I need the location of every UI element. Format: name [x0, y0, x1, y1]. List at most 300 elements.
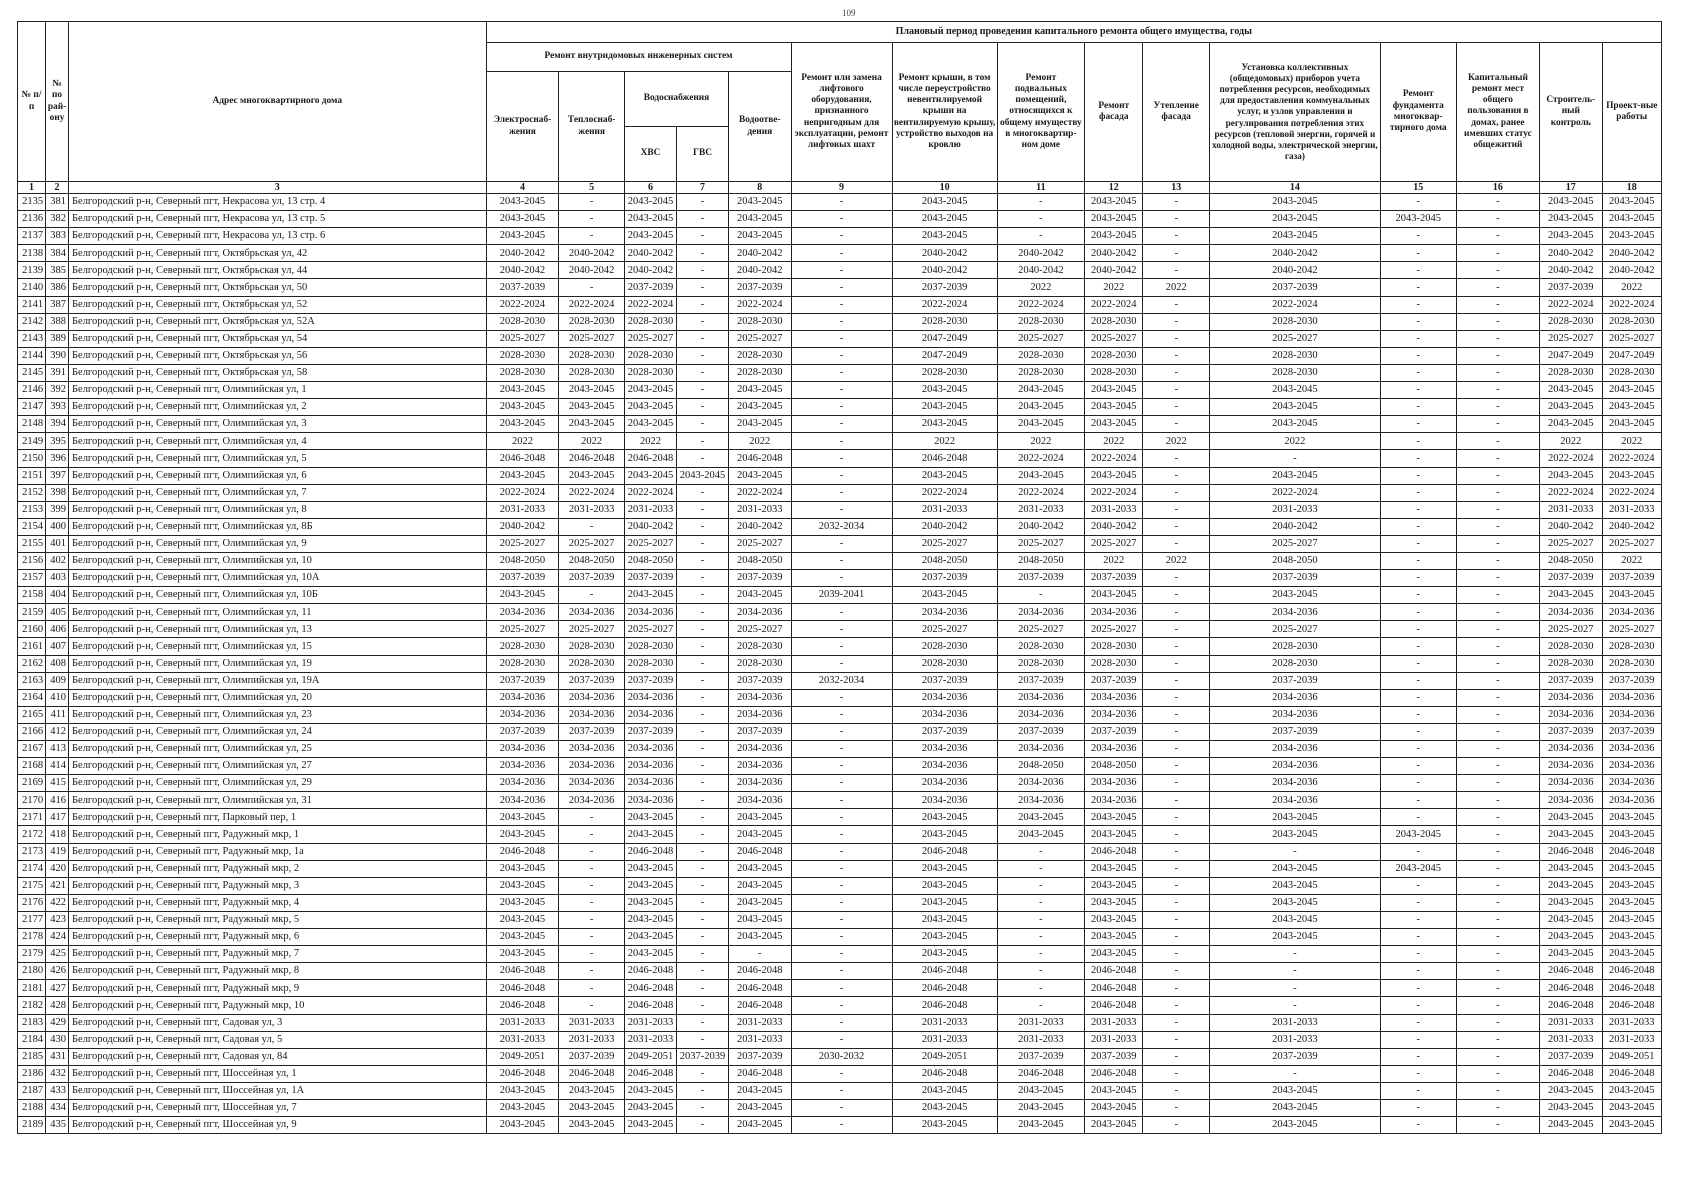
table-row: [18, 313, 1662, 330]
period-cell: -: [1143, 1048, 1210, 1065]
period-cell: -: [677, 484, 729, 501]
period-cell: 2043-2045: [1085, 1117, 1143, 1134]
period-cell: 2034-2036: [892, 689, 997, 706]
period-cell: 2043-2045: [1085, 894, 1143, 911]
row-number: 2138: [18, 245, 46, 262]
period-cell: 2046-2048: [1540, 980, 1602, 997]
period-cell: -: [997, 877, 1084, 894]
district-number: 397: [46, 467, 69, 484]
period-cell: 2022: [1085, 279, 1143, 296]
period-cell: 2034-2036: [486, 775, 559, 792]
period-cell: -: [791, 467, 892, 484]
district-number: 395: [46, 433, 69, 450]
period-cell: 2037-2039: [559, 1048, 625, 1065]
period-cell: 2046-2048: [1085, 963, 1143, 980]
table-row: [18, 911, 1662, 928]
period-cell: 2028-2030: [559, 347, 625, 364]
period-cell: -: [677, 843, 729, 860]
period-cell: -: [791, 604, 892, 621]
period-cell: 2028-2030: [559, 655, 625, 672]
column-number: 13: [1143, 182, 1210, 194]
period-cell: -: [1456, 587, 1539, 604]
house-address: Белгородский р-н, Северный пгт, Олимпийская ул, 23: [69, 706, 487, 723]
period-cell: 2028-2030: [1085, 655, 1143, 672]
period-cell: 2034-2036: [1540, 758, 1602, 775]
column-number: 8: [729, 182, 791, 194]
table-row: [18, 450, 1662, 467]
period-cell: -: [791, 501, 892, 518]
period-cell: -: [1143, 911, 1210, 928]
table-row: [18, 228, 1662, 245]
period-cell: 2034-2036: [1085, 604, 1143, 621]
period-cell: 2037-2039: [1085, 723, 1143, 740]
period-cell: -: [1456, 382, 1539, 399]
period-cell: -: [559, 997, 625, 1014]
period-cell: 2037-2039: [1210, 723, 1381, 740]
period-cell: 2043-2045: [624, 911, 676, 928]
period-cell: 2043-2045: [624, 877, 676, 894]
period-cell: -: [1380, 450, 1456, 467]
period-cell: 2043-2045: [624, 929, 676, 946]
period-cell: -: [791, 296, 892, 313]
period-cell: 2043-2045: [1540, 587, 1602, 604]
period-cell: -: [1143, 211, 1210, 228]
period-cell: 2043-2045: [1602, 1082, 1661, 1099]
period-cell: -: [1143, 980, 1210, 997]
period-cell: 2046-2048: [624, 980, 676, 997]
period-cell: 2043-2045: [1210, 467, 1381, 484]
period-cell: 2031-2033: [559, 1014, 625, 1031]
table-row: [18, 399, 1662, 416]
period-cell: 2034-2036: [624, 792, 676, 809]
period-cell: -: [791, 758, 892, 775]
period-cell: 2022: [892, 433, 997, 450]
period-cell: -: [677, 518, 729, 535]
period-cell: 2025-2027: [1210, 330, 1381, 347]
period-cell: 2037-2039: [1085, 672, 1143, 689]
period-cell: -: [1456, 399, 1539, 416]
period-cell: 2043-2045: [1210, 1082, 1381, 1099]
period-cell: -: [1143, 741, 1210, 758]
period-cell: 2034-2036: [1540, 689, 1602, 706]
district-number: 431: [46, 1048, 69, 1065]
period-cell: -: [1456, 1065, 1539, 1082]
period-cell: -: [1143, 826, 1210, 843]
row-number: 2166: [18, 723, 46, 740]
period-cell: 2034-2036: [486, 741, 559, 758]
period-cell: -: [677, 364, 729, 381]
period-cell: 2043-2045: [1085, 416, 1143, 433]
district-number: 391: [46, 364, 69, 381]
house-address: Белгородский р-н, Северный пгт, Олимпийская ул, 1: [69, 382, 487, 399]
period-cell: 2022-2024: [729, 296, 791, 313]
district-number: 387: [46, 296, 69, 313]
period-cell: -: [1143, 1082, 1210, 1099]
period-cell: 2043-2045: [1602, 194, 1661, 211]
period-cell: -: [677, 997, 729, 1014]
period-cell: -: [1380, 262, 1456, 279]
column-number: 17: [1540, 182, 1602, 194]
period-cell: -: [997, 211, 1084, 228]
row-number: 2175: [18, 877, 46, 894]
house-address: Белгородский р-н, Северный пгт, Олимпийская ул, 20: [69, 689, 487, 706]
period-cell: -: [1456, 792, 1539, 809]
period-cell: 2022-2024: [1602, 296, 1661, 313]
period-cell: 2028-2030: [729, 655, 791, 672]
district-number: 411: [46, 706, 69, 723]
period-cell: 2034-2036: [892, 706, 997, 723]
period-cell: -: [1143, 946, 1210, 963]
period-cell: 2047-2049: [1602, 347, 1661, 364]
period-cell: 2034-2036: [624, 741, 676, 758]
period-cell: 2034-2036: [1085, 689, 1143, 706]
period-cell: 2043-2045: [729, 211, 791, 228]
period-cell: -: [1456, 672, 1539, 689]
period-cell: 2043-2045: [624, 1117, 676, 1134]
period-cell: -: [791, 1065, 892, 1082]
period-cell: 2028-2030: [729, 313, 791, 330]
period-cell: 2030-2032: [791, 1048, 892, 1065]
header-electricity: Электроснаб-жения: [486, 72, 559, 182]
period-cell: -: [677, 552, 729, 569]
period-cell: 2043-2045: [997, 399, 1084, 416]
page-number: 109: [842, 8, 856, 18]
period-cell: 2025-2027: [1085, 621, 1143, 638]
row-number: 2170: [18, 792, 46, 809]
period-cell: 2034-2036: [1210, 604, 1381, 621]
period-cell: 2043-2045: [892, 911, 997, 928]
period-cell: 2028-2030: [1540, 313, 1602, 330]
district-number: 398: [46, 484, 69, 501]
period-cell: -: [677, 1099, 729, 1116]
period-cell: -: [791, 570, 892, 587]
row-number: 2151: [18, 467, 46, 484]
period-cell: 2043-2045: [1540, 399, 1602, 416]
row-number: 2159: [18, 604, 46, 621]
period-cell: 2048-2050: [1540, 552, 1602, 569]
period-cell: 2046-2048: [1540, 997, 1602, 1014]
house-address: Белгородский р-н, Северный пгт, Радужный мкр, 1а: [69, 843, 487, 860]
period-cell: -: [1456, 655, 1539, 672]
period-cell: -: [1143, 621, 1210, 638]
period-cell: 2032-2034: [791, 518, 892, 535]
period-cell: 2043-2045: [892, 1117, 997, 1134]
period-cell: 2034-2036: [1085, 775, 1143, 792]
table-row: [18, 946, 1662, 963]
period-cell: -: [559, 894, 625, 911]
period-cell: 2046-2048: [624, 450, 676, 467]
period-cell: 2043-2045: [1602, 877, 1661, 894]
period-cell: 2034-2036: [892, 741, 997, 758]
period-cell: -: [677, 826, 729, 843]
period-cell: 2046-2048: [624, 997, 676, 1014]
period-cell: 2037-2039: [486, 279, 559, 296]
period-cell: 2043-2045: [997, 1082, 1084, 1099]
period-cell: 2037-2039: [486, 672, 559, 689]
period-cell: 2025-2027: [486, 330, 559, 347]
period-cell: -: [791, 1014, 892, 1031]
period-cell: 2025-2027: [1540, 621, 1602, 638]
header-roof: Ремонт крыши, в том числе переустройство невентилируемой крыши на вентилируемую крышу, устройство выходов на кровлю: [892, 43, 997, 182]
period-cell: -: [1380, 1031, 1456, 1048]
row-number: 2165: [18, 706, 46, 723]
district-number: 382: [46, 211, 69, 228]
period-cell: -: [1380, 313, 1456, 330]
period-cell: -: [677, 347, 729, 364]
row-number: 2144: [18, 347, 46, 364]
period-cell: 2043-2045: [892, 929, 997, 946]
table-row: [18, 758, 1662, 775]
period-cell: -: [1143, 997, 1210, 1014]
period-cell: -: [677, 330, 729, 347]
period-cell: 2048-2050: [997, 758, 1084, 775]
period-cell: 2043-2045: [1540, 929, 1602, 946]
period-cell: -: [559, 211, 625, 228]
period-cell: 2028-2030: [1085, 313, 1143, 330]
period-cell: -: [1380, 963, 1456, 980]
period-cell: 2043-2045: [729, 1099, 791, 1116]
period-cell: -: [1456, 484, 1539, 501]
district-number: 422: [46, 894, 69, 911]
period-cell: -: [1380, 518, 1456, 535]
row-number: 2156: [18, 552, 46, 569]
period-cell: -: [791, 347, 892, 364]
period-cell: 2043-2045: [892, 399, 997, 416]
period-cell: 2034-2036: [1602, 706, 1661, 723]
period-cell: -: [1143, 706, 1210, 723]
header-construction-control: Строитель-ный контроль: [1540, 43, 1602, 182]
period-cell: -: [1380, 758, 1456, 775]
period-cell: 2028-2030: [559, 638, 625, 655]
period-cell: 2022-2024: [892, 296, 997, 313]
period-cell: -: [1143, 1014, 1210, 1031]
period-cell: 2022-2024: [997, 296, 1084, 313]
period-cell: -: [559, 587, 625, 604]
header-cold-water: ХВС: [624, 127, 676, 182]
district-number: 401: [46, 535, 69, 552]
table-row: [18, 792, 1662, 809]
period-cell: -: [1143, 228, 1210, 245]
district-number: 409: [46, 672, 69, 689]
period-cell: 2040-2042: [1602, 245, 1661, 262]
house-address: Белгородский р-н, Северный пгт, Радужный мкр, 9: [69, 980, 487, 997]
column-number: 2: [46, 182, 69, 194]
period-cell: 2028-2030: [624, 347, 676, 364]
district-number: 428: [46, 997, 69, 1014]
period-cell: 2034-2036: [892, 775, 997, 792]
header-foundation: Ремонт фундамента многоквар-тирного дома: [1380, 43, 1456, 182]
table-row: [18, 809, 1662, 826]
period-cell: 2046-2048: [559, 450, 625, 467]
period-cell: 2046-2048: [486, 980, 559, 997]
period-cell: -: [1143, 689, 1210, 706]
period-cell: 2046-2048: [1540, 1065, 1602, 1082]
period-cell: 2025-2027: [486, 621, 559, 638]
period-cell: -: [791, 775, 892, 792]
period-cell: 2043-2045: [624, 194, 676, 211]
period-cell: 2022-2024: [624, 296, 676, 313]
period-cell: 2034-2036: [1085, 706, 1143, 723]
period-cell: 2043-2045: [997, 467, 1084, 484]
period-cell: -: [1210, 450, 1381, 467]
house-address: Белгородский р-н, Северный пгт, Некрасова ул, 13 стр. 6: [69, 228, 487, 245]
period-cell: 2022: [1085, 552, 1143, 569]
period-cell: 2037-2039: [1602, 723, 1661, 740]
period-cell: -: [1380, 672, 1456, 689]
house-address: Белгородский р-н, Северный пгт, Олимпийская ул, 10А: [69, 570, 487, 587]
period-cell: 2048-2050: [486, 552, 559, 569]
period-cell: -: [1380, 809, 1456, 826]
period-cell: -: [677, 450, 729, 467]
period-cell: -: [677, 621, 729, 638]
period-cell: -: [1143, 484, 1210, 501]
period-cell: 2043-2045: [1210, 860, 1381, 877]
period-cell: 2046-2048: [1085, 997, 1143, 1014]
period-cell: 2022-2024: [997, 484, 1084, 501]
period-cell: 2034-2036: [1540, 741, 1602, 758]
period-cell: 2043-2045: [1540, 809, 1602, 826]
table-row: [18, 775, 1662, 792]
period-cell: 2034-2036: [997, 792, 1084, 809]
period-cell: 2043-2045: [1602, 399, 1661, 416]
period-cell: 2043-2045: [1602, 929, 1661, 946]
period-cell: -: [677, 501, 729, 518]
house-address: Белгородский р-н, Северный пгт, Олимпийская ул, 15: [69, 638, 487, 655]
table-row: [18, 194, 1662, 211]
district-number: 425: [46, 946, 69, 963]
period-cell: -: [677, 433, 729, 450]
period-cell: -: [729, 946, 791, 963]
period-cell: 2022: [486, 433, 559, 450]
period-cell: -: [1143, 877, 1210, 894]
column-number: 16: [1456, 182, 1539, 194]
period-cell: -: [1380, 433, 1456, 450]
house-address: Белгородский р-н, Северный пгт, Олимпийская ул, 2: [69, 399, 487, 416]
period-cell: -: [1210, 997, 1381, 1014]
period-cell: 2043-2045: [1380, 211, 1456, 228]
period-cell: 2046-2048: [1540, 843, 1602, 860]
period-cell: 2040-2042: [1210, 518, 1381, 535]
house-address: Белгородский р-н, Северный пгт, Радужный мкр, 6: [69, 929, 487, 946]
period-cell: -: [559, 963, 625, 980]
row-number: 2168: [18, 758, 46, 775]
district-number: 392: [46, 382, 69, 399]
table-row: [18, 1048, 1662, 1065]
period-cell: 2022: [729, 433, 791, 450]
period-cell: 2022-2024: [997, 450, 1084, 467]
row-number: 2148: [18, 416, 46, 433]
period-cell: -: [1456, 245, 1539, 262]
house-address: Белгородский р-н, Северный пгт, Октябрьская ул, 58: [69, 364, 487, 381]
period-cell: -: [677, 1014, 729, 1031]
period-cell: -: [1380, 775, 1456, 792]
district-number: 388: [46, 313, 69, 330]
period-cell: 2025-2027: [486, 535, 559, 552]
period-cell: -: [1380, 911, 1456, 928]
period-cell: -: [1143, 723, 1210, 740]
period-cell: -: [1380, 621, 1456, 638]
table-row: [18, 963, 1662, 980]
period-cell: -: [1380, 655, 1456, 672]
period-cell: -: [791, 228, 892, 245]
house-address: Белгородский р-н, Северный пгт, Некрасова ул, 13 стр. 5: [69, 211, 487, 228]
period-cell: -: [791, 894, 892, 911]
period-cell: 2047-2049: [1540, 347, 1602, 364]
period-cell: -: [1380, 980, 1456, 997]
period-cell: -: [677, 399, 729, 416]
district-number: 423: [46, 911, 69, 928]
period-cell: 2022-2024: [892, 484, 997, 501]
period-cell: -: [791, 843, 892, 860]
table-row: [18, 364, 1662, 381]
district-number: 385: [46, 262, 69, 279]
period-cell: 2043-2045: [624, 416, 676, 433]
table-row: [18, 980, 1662, 997]
column-number: 4: [486, 182, 559, 194]
period-cell: -: [791, 826, 892, 843]
period-cell: 2043-2045: [892, 877, 997, 894]
period-cell: 2022-2024: [1085, 484, 1143, 501]
period-cell: 2043-2045: [624, 1082, 676, 1099]
period-cell: 2043-2045: [1380, 860, 1456, 877]
period-cell: 2046-2048: [729, 997, 791, 1014]
period-cell: 2046-2048: [624, 963, 676, 980]
table-row: [18, 211, 1662, 228]
period-cell: 2034-2036: [624, 775, 676, 792]
period-cell: -: [1380, 570, 1456, 587]
house-address: Белгородский р-н, Северный пгт, Радужный мкр, 2: [69, 860, 487, 877]
period-cell: 2022: [997, 279, 1084, 296]
period-cell: -: [677, 382, 729, 399]
period-cell: 2043-2045: [486, 911, 559, 928]
period-cell: 2022: [1602, 279, 1661, 296]
period-cell: -: [677, 894, 729, 911]
period-cell: 2022: [624, 433, 676, 450]
period-cell: 2040-2042: [624, 245, 676, 262]
period-cell: -: [791, 330, 892, 347]
period-cell: 2025-2027: [1602, 621, 1661, 638]
district-number: 403: [46, 570, 69, 587]
table-row: [18, 330, 1662, 347]
period-cell: -: [791, 877, 892, 894]
period-cell: 2034-2036: [559, 706, 625, 723]
period-cell: -: [1143, 262, 1210, 279]
period-cell: -: [677, 1031, 729, 1048]
period-cell: -: [1380, 706, 1456, 723]
period-cell: 2034-2036: [997, 741, 1084, 758]
period-cell: -: [677, 638, 729, 655]
period-cell: -: [1380, 1065, 1456, 1082]
period-cell: 2046-2048: [486, 997, 559, 1014]
period-cell: 2025-2027: [559, 621, 625, 638]
period-cell: -: [1380, 638, 1456, 655]
period-cell: 2046-2048: [729, 450, 791, 467]
period-cell: -: [1456, 758, 1539, 775]
house-address: Белгородский р-н, Северный пгт, Олимпийская ул, 13: [69, 621, 487, 638]
period-cell: 2025-2027: [624, 621, 676, 638]
district-number: 383: [46, 228, 69, 245]
period-cell: 2028-2030: [1210, 638, 1381, 655]
period-cell: 2043-2045: [624, 860, 676, 877]
period-cell: -: [1143, 775, 1210, 792]
period-cell: 2043-2045: [486, 809, 559, 826]
house-address: Белгородский р-н, Северный пгт, Октябрьская ул, 50: [69, 279, 487, 296]
period-cell: -: [1456, 433, 1539, 450]
table-row: [18, 894, 1662, 911]
period-cell: 2031-2033: [729, 1014, 791, 1031]
period-cell: 2043-2045: [1540, 877, 1602, 894]
period-cell: 2040-2042: [1540, 262, 1602, 279]
